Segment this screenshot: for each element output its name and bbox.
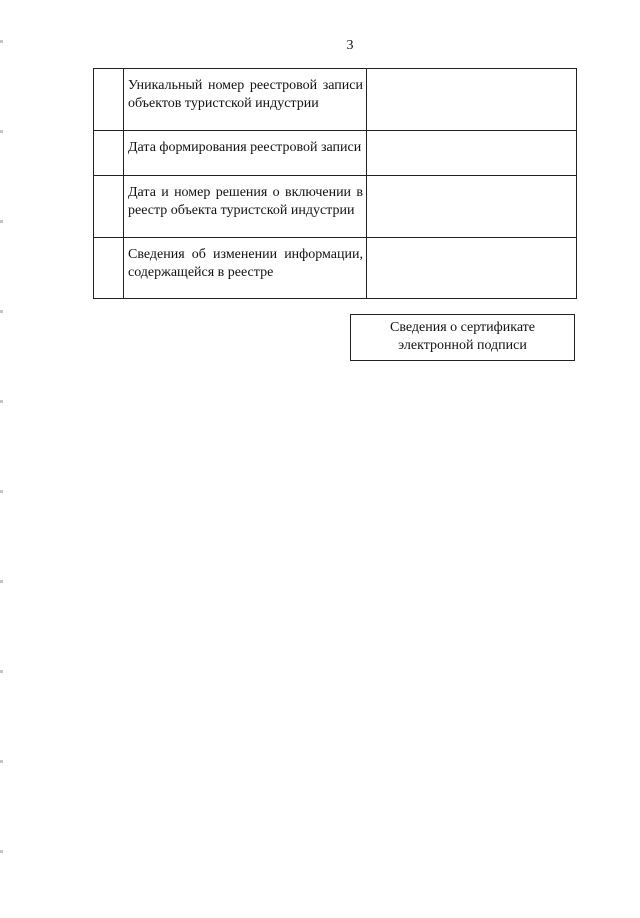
row-number-cell bbox=[94, 238, 124, 299]
row-number-cell bbox=[94, 176, 124, 238]
page-number: 3 bbox=[346, 38, 354, 53]
scan-edge-artifact bbox=[0, 0, 3, 918]
row-number-cell bbox=[94, 69, 124, 131]
registry-change-info-label: Сведения об изменении информации, содержащейся в реестре bbox=[124, 238, 367, 299]
table-row bbox=[94, 238, 577, 299]
inclusion-decision-label: Дата и номер решения о включении в реестр объекта туристской индустрии bbox=[124, 176, 367, 238]
record-creation-date-label: Дата формирования реестровой записи bbox=[124, 131, 367, 176]
table-row bbox=[94, 131, 577, 176]
table-row bbox=[94, 176, 577, 238]
registry-record-table bbox=[93, 68, 577, 299]
record-creation-date-value bbox=[367, 131, 577, 176]
registry-change-info-value bbox=[367, 238, 577, 299]
electronic-signature-certificate-box: Сведения о сертификате электронной подписи bbox=[350, 314, 575, 361]
row-number-cell bbox=[94, 131, 124, 176]
unique-record-number-label: Уникальный номер реестровой записи объектов туристской индустрии bbox=[124, 69, 367, 131]
unique-record-number-value bbox=[367, 69, 577, 131]
inclusion-decision-value bbox=[367, 176, 577, 238]
table-row bbox=[94, 69, 577, 131]
